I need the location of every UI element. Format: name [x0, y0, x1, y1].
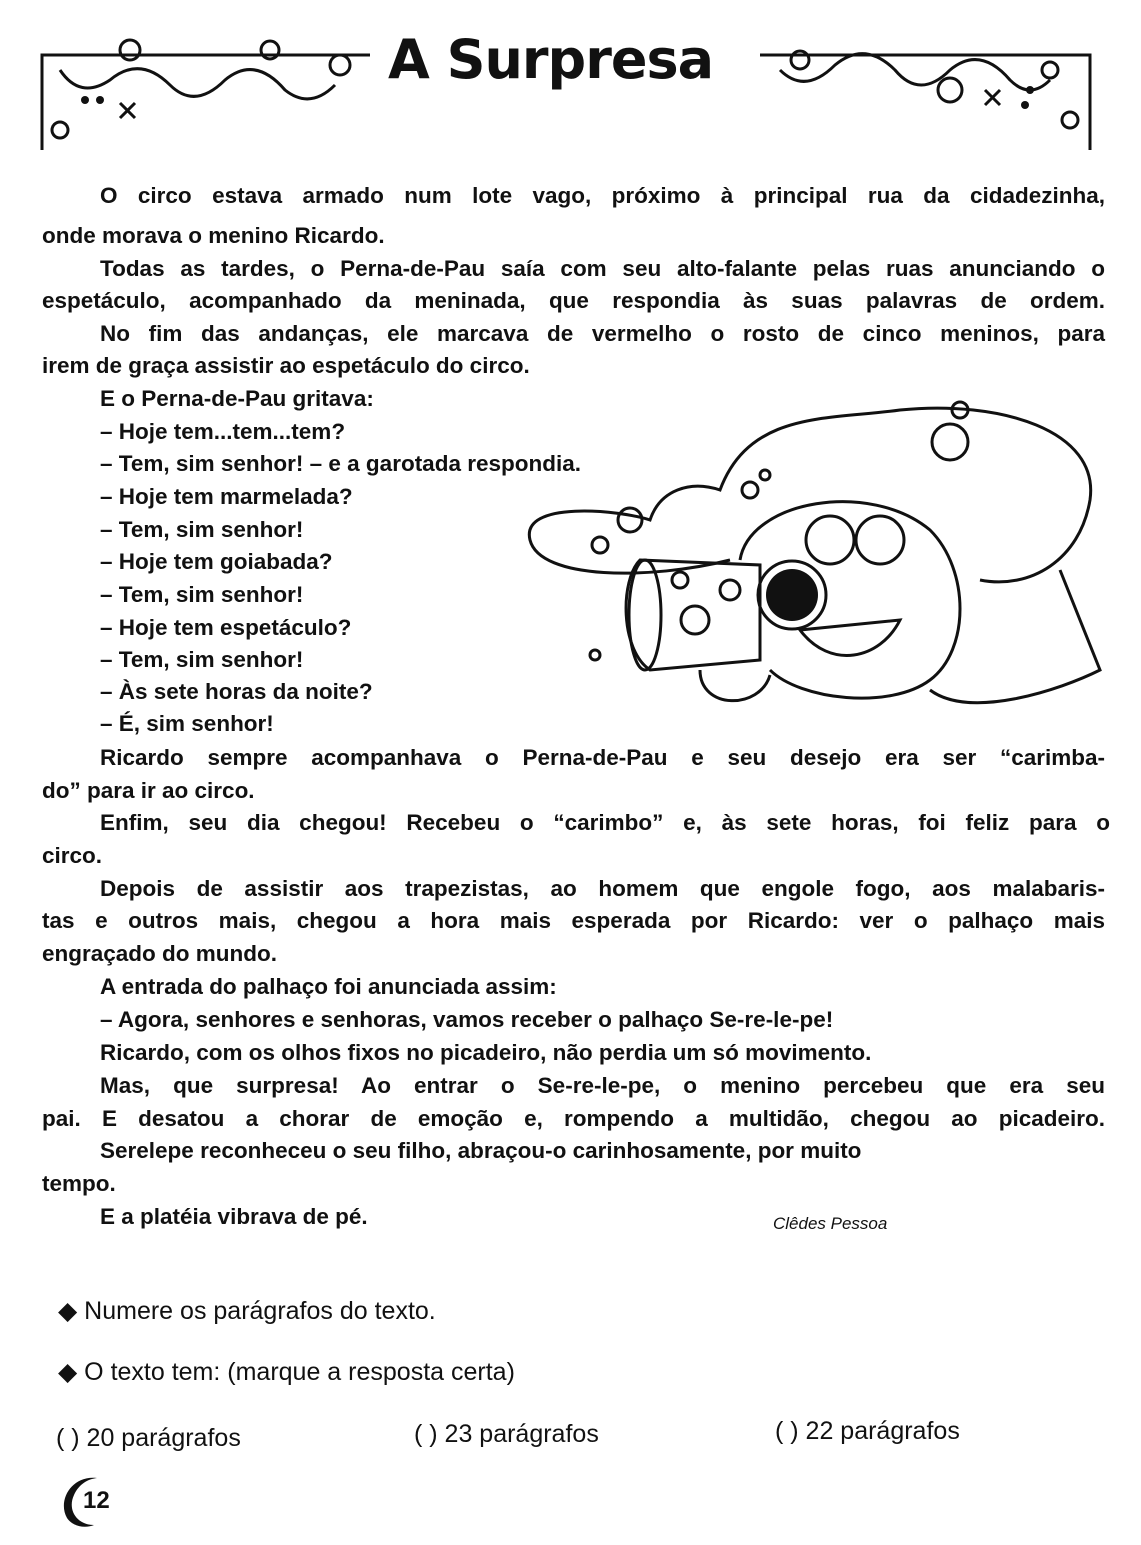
text-line: – É, sim senhor!	[100, 711, 274, 736]
page-number: 12	[83, 1487, 110, 1514]
text-line: Ricardo sempre acompanhava o Perna-de-Pau e seu desejo era ser “carimba-	[100, 745, 1105, 770]
page-title: A Surpresa	[388, 28, 714, 91]
text-line: Depois de assistir aos trapezistas, ao homem que engole fogo, aos malabaris-	[100, 876, 1105, 901]
text-line: – Às sete horas da noite?	[100, 679, 373, 704]
text-line: tempo.	[42, 1171, 116, 1196]
option-23-paragraphs[interactable]: ( ) 23 parágrafos	[414, 1420, 599, 1448]
text-line: do” para ir ao circo.	[42, 778, 255, 803]
text-line: A entrada do palhaço foi anunciada assim:	[100, 974, 557, 999]
text-line: irem de graça assistir ao espetáculo do circo.	[42, 353, 530, 378]
text-line: Enfim, seu dia chegou! Recebeu o “carimbo” e, às sete horas, foi feliz para o	[100, 810, 1110, 835]
text-line: espetáculo, acompanhado da meninada, que respondia às suas palavras de ordem.	[42, 288, 1105, 313]
text-line: Ricardo, com os olhos fixos no picadeiro, não perdia um só movimento.	[100, 1040, 872, 1065]
option-22-paragraphs[interactable]: ( ) 22 parágrafos	[775, 1417, 960, 1445]
option-20-paragraphs[interactable]: ( ) 20 parágrafos	[56, 1424, 241, 1452]
author: Clêdes Pessoa	[773, 1214, 888, 1233]
question-number-paragraphs: ◆ Numere os parágrafos do texto.	[58, 1297, 436, 1325]
text-line: Mas, que surpresa! Ao entrar o Se-re-le-pe, o menino percebeu que era seu	[100, 1073, 1105, 1098]
clown-megaphone-illustration-icon	[500, 390, 1120, 730]
text-line: No fim das andanças, ele marcava de vermelho o rosto de cinco meninos, para	[100, 321, 1105, 346]
text-line: – Hoje tem goiabada?	[100, 549, 333, 574]
text-line: – Hoje tem marmelada?	[100, 484, 353, 509]
text-line: – Agora, senhores e senhoras, vamos receber o palhaço Se-re-le-pe!	[100, 1007, 834, 1032]
text-line: – Tem, sim senhor! – e a garotada respondia.	[100, 451, 581, 476]
text-line: engraçado do mundo.	[42, 941, 278, 966]
text-line: – Tem, sim senhor!	[100, 517, 304, 542]
text-line: – Hoje tem espetáculo?	[100, 615, 352, 640]
text-line: pai. E desatou a chorar de emoção e, rompendo a multidão, chegou ao picadeiro.	[42, 1106, 1105, 1131]
text-line: Todas as tardes, o Perna-de-Pau saía com seu alto-falante pelas ruas anunciando o	[100, 256, 1105, 281]
text-line: tas e outros mais, chegou a hora mais esperada por Ricardo: ver o palhaço mais	[42, 908, 1105, 933]
text-line: O circo estava armado num lote vago, próximo à principal rua da cidadezinha,	[100, 183, 1105, 208]
text-line: – Tem, sim senhor!	[100, 647, 304, 672]
text-line: E a platéia vibrava de pé.	[100, 1204, 368, 1229]
text-line: – Tem, sim senhor!	[100, 582, 304, 607]
question-paragraph-count: ◆ O texto tem: (marque a resposta certa)	[58, 1358, 515, 1386]
text-line: circo.	[42, 843, 103, 868]
text-line: E o Perna-de-Pau gritava:	[100, 386, 374, 411]
text-line: onde morava o menino Ricardo.	[42, 223, 385, 248]
text-line: Serelepe reconheceu o seu filho, abraçou-o carinhosamente, por muito	[100, 1138, 862, 1163]
text-line: – Hoje tem...tem...tem?	[100, 419, 346, 444]
